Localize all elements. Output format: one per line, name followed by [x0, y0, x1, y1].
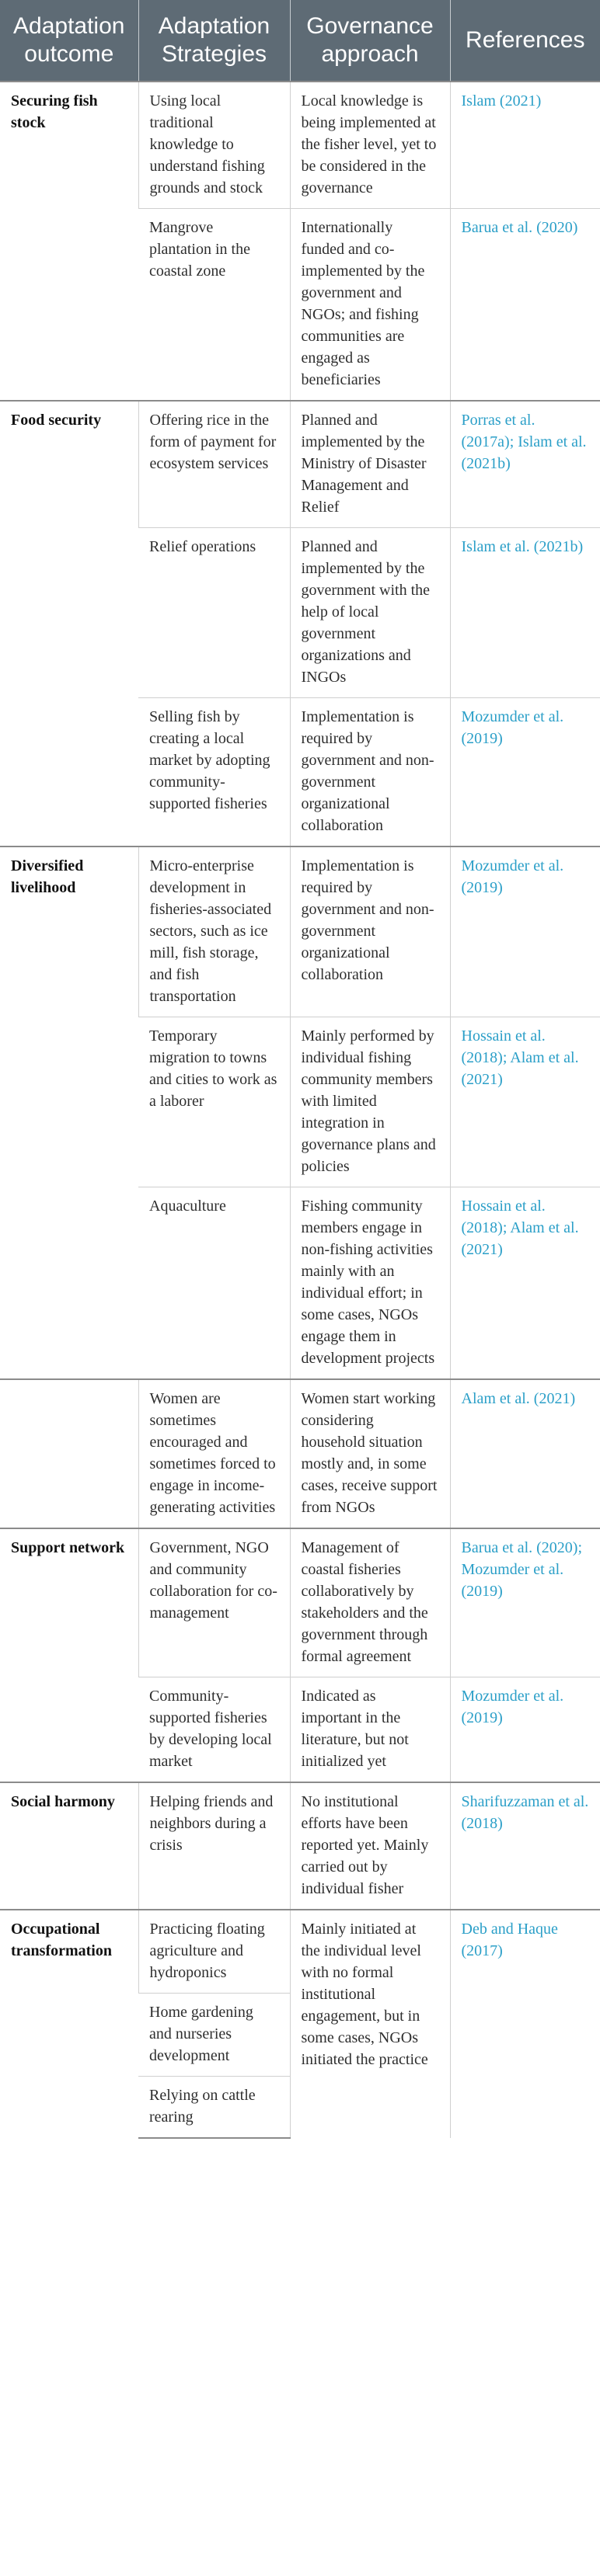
outcome-cell [0, 1379, 138, 1528]
reference-link[interactable]: Hossain et al. (2018); Alam et al. (2021) [450, 1187, 600, 1380]
governance-cell: Mainly initiated at the individual level with no formal institutional engagement, but in some cases, NGOs initiated the practice [290, 1910, 450, 2138]
governance-cell: Planned and implemented by the Ministry of Disaster Management and Relief [290, 401, 450, 528]
strategy-cell: Offering rice in the form of payment for ecosystem services [138, 401, 290, 528]
outcome-cell: Social harmony [0, 1782, 138, 1910]
governance-cell: Planned and implemented by the government with the help of local government organizations and INGOs [290, 528, 450, 698]
header-row [0, 0, 600, 82]
strategy-cell: Aquaculture [138, 1187, 290, 1380]
strategy-cell: Selling fish by creating a local market by adopting community-supported fisheries [138, 698, 290, 847]
governance-cell: Internationally funded and co-implemented by the government and NGOs; and fishing communities are engaged as beneficiaries [290, 209, 450, 402]
header-outcome: Adaptation outcome [0, 0, 138, 82]
governance-cell: Local knowledge is being implemented at the fisher level, yet to be considered in the governance [290, 82, 450, 209]
strategy-cell: Home gardening and nurseries development [138, 1994, 290, 2077]
reference-link[interactable]: Mozumder et al. (2019) [450, 1677, 600, 1783]
strategy-cell: Using local traditional knowledge to understand fishing grounds and stock [138, 82, 290, 209]
table-row [0, 1379, 600, 1528]
governance-cell: No institutional efforts have been reported yet. Mainly carried out by individual fisher [290, 1782, 450, 1910]
strategy-cell: Women are sometimes encouraged and sometimes forced to engage in income-generating activities [138, 1379, 290, 1528]
table-row [0, 82, 600, 209]
reference-link[interactable]: Deb and Haque (2017) [450, 1910, 600, 2138]
governance-cell: Management of coastal fisheries collaboratively by stakeholders and the government through formal agreement [290, 1528, 450, 1677]
strategy-cell: Practicing floating agriculture and hydroponics [138, 1910, 290, 1994]
reference-link[interactable]: Sharifuzzaman et al. (2018) [450, 1782, 600, 1910]
outcome-cell: Diversified livelihood [0, 846, 138, 1379]
governance-cell: Implementation is required by government and non-government organizational collaboration [290, 846, 450, 1017]
governance-cell: Mainly performed by individual fishing community members with limited integration in governance plans and policies [290, 1017, 450, 1187]
table-row [0, 1782, 600, 1910]
strategy-cell: Community-supported fisheries by developing local market [138, 1677, 290, 1783]
governance-cell: Fishing community members engage in non-fishing activities mainly with an individual effort; in some cases, NGOs engage them in development projects [290, 1187, 450, 1380]
header-governance: Governance approach [290, 0, 450, 82]
table-row [0, 401, 600, 528]
outcome-cell: Support network [0, 1528, 138, 1782]
strategy-cell: Helping friends and neighbors during a crisis [138, 1782, 290, 1910]
strategy-cell: Mangrove plantation in the coastal zone [138, 209, 290, 402]
header-references: References [450, 0, 600, 82]
table-row [0, 1910, 600, 1994]
outcome-cell: Occupational transformation [0, 1910, 138, 2138]
strategy-cell: Government, NGO and community collaboration for co-management [138, 1528, 290, 1677]
governance-cell: Indicated as important in the literature, but not initialized yet [290, 1677, 450, 1783]
reference-link[interactable]: Islam (2021) [450, 82, 600, 209]
header-strategies: Adaptation Strategies [138, 0, 290, 82]
reference-link[interactable]: Barua et al. (2020) [450, 209, 600, 402]
reference-link[interactable]: Mozumder et al. (2019) [450, 846, 600, 1017]
table-row [0, 846, 600, 1017]
strategy-cell: Temporary migration to towns and cities to work as a laborer [138, 1017, 290, 1187]
strategy-cell: Relief operations [138, 528, 290, 698]
reference-link[interactable]: Alam et al. (2021) [450, 1379, 600, 1528]
outcome-cell: Securing fish stock [0, 82, 138, 401]
table-row [0, 1528, 600, 1677]
reference-link[interactable]: Mozumder et al. (2019) [450, 698, 600, 847]
reference-link[interactable]: Islam et al. (2021b) [450, 528, 600, 698]
reference-link[interactable]: Hossain et al. (2018); Alam et al. (2021) [450, 1017, 600, 1187]
governance-cell: Implementation is required by government and non-government organizational collaboration [290, 698, 450, 847]
strategy-cell: Micro-enterprise development in fisheries-associated sectors, such as ice mill, fish storage, and fish transportation [138, 846, 290, 1017]
strategy-cell: Relying on cattle rearing [138, 2077, 290, 2139]
reference-link[interactable]: Porras et al. (2017a); Islam et al. (2021b) [450, 401, 600, 528]
governance-cell: Women start working considering household situation mostly and, in some cases, receive support from NGOs [290, 1379, 450, 1528]
reference-link[interactable]: Barua et al. (2020); Mozumder et al. (2019) [450, 1528, 600, 1677]
outcome-cell: Food security [0, 401, 138, 846]
